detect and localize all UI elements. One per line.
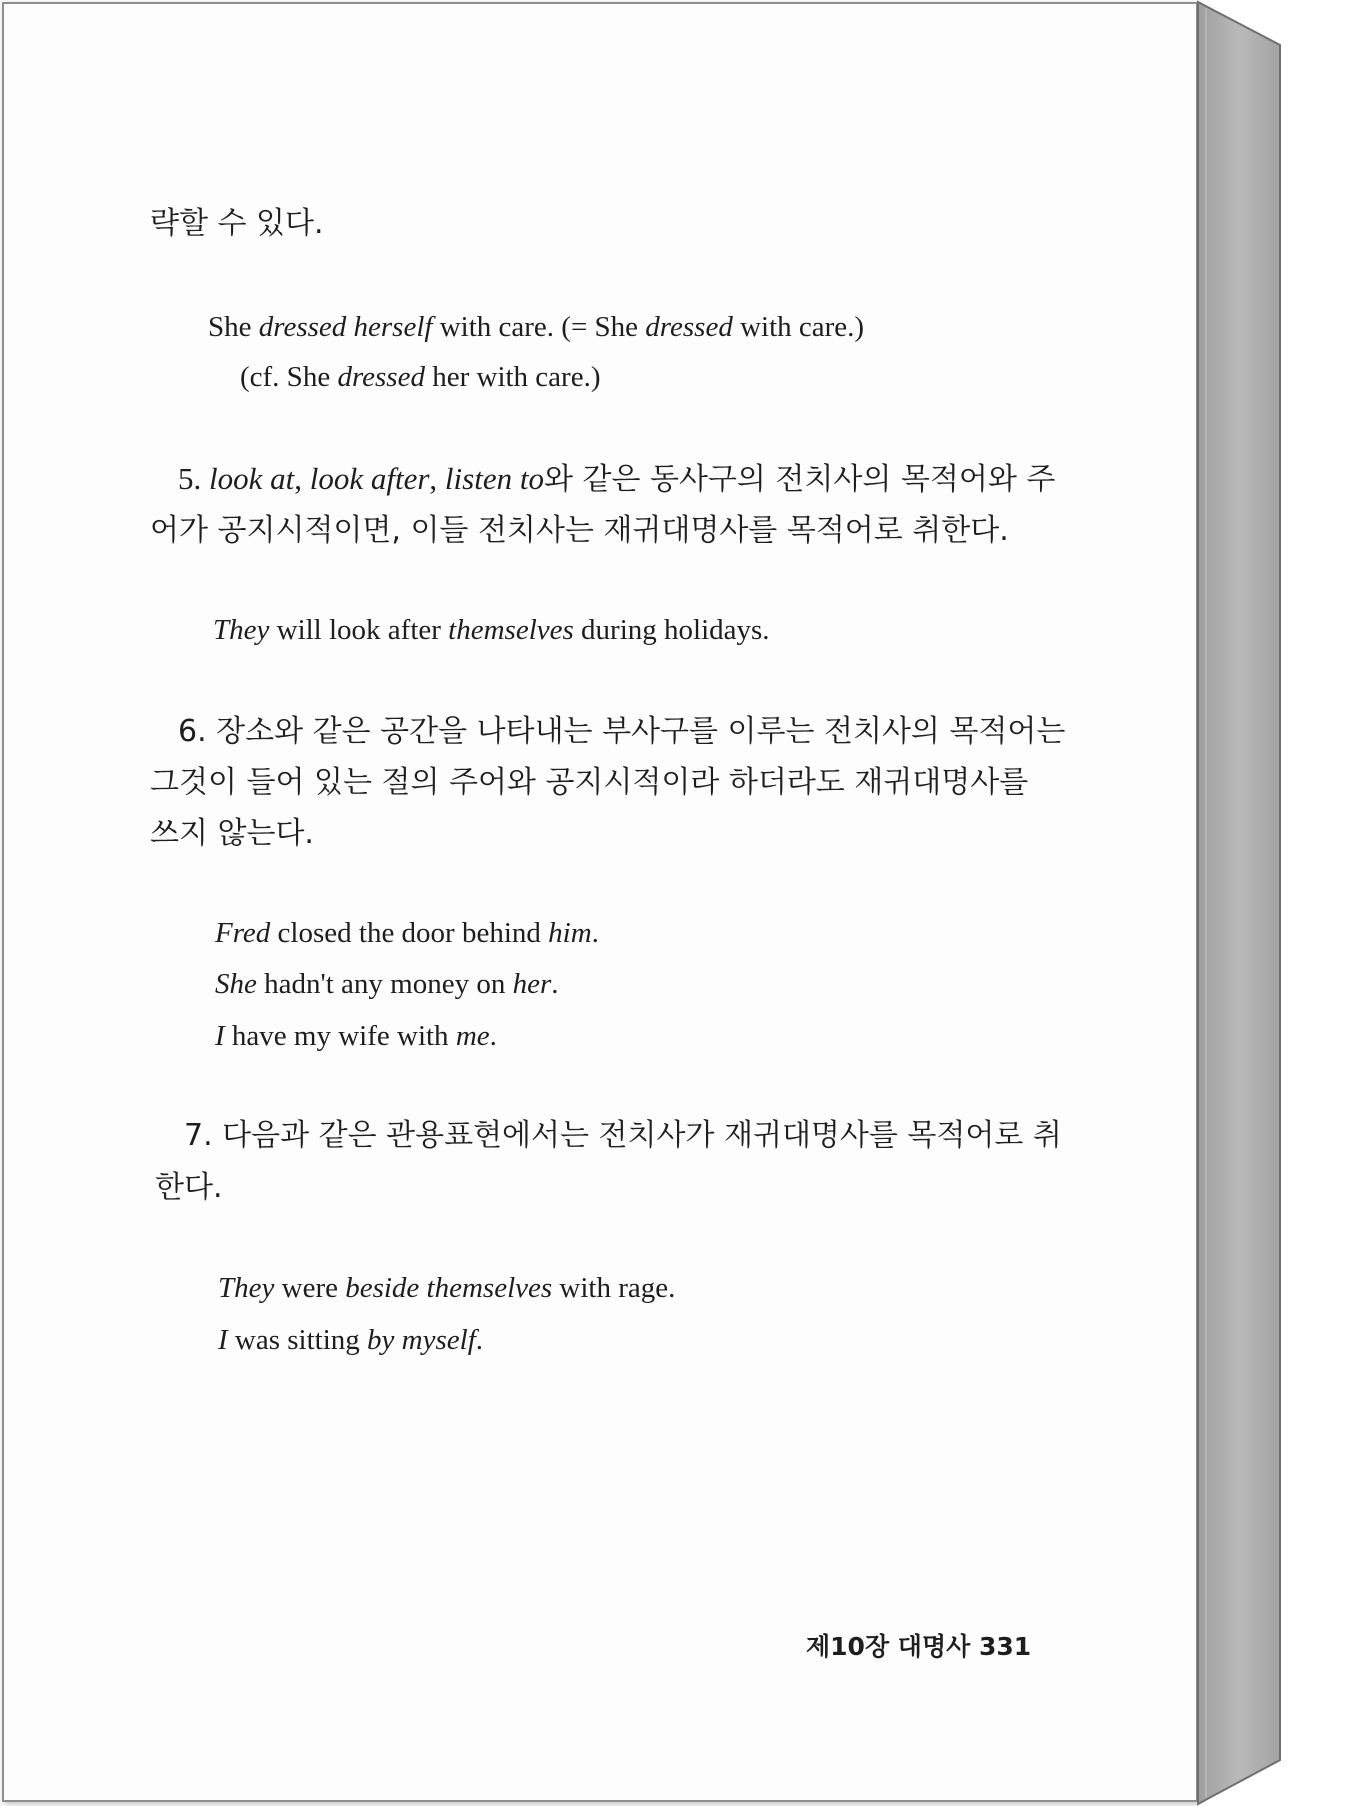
rule-7-line-1: 7. 다음과 같은 관용표현에서는 전치사가 재귀대명사를 목적어로 취 [184,1118,1062,1153]
rule-5-line-1: 5. look at, look after, listen to와 같은 동사구의 전치사의 목적어와 주 [178,461,1056,497]
continuation-line: 략할 수 있다. [150,206,324,241]
example-sentence: She dressed herself with care. (= She dressed with care.) [208,311,865,343]
rule-6-line-1: 6. 장소와 같은 공간을 나타내는 부사구를 이루는 전치사의 목적어는 [178,714,1066,749]
example-sentence-cf: (cf. She dressed her with care.) [240,361,601,393]
example-sentence: I have my wife with me. [215,1020,497,1052]
rule-6-line-3: 쓰지 않는다. [150,816,314,851]
rule-5-line-2: 어가 공지시적이면, 이들 전치사는 재귀대명사를 목적어로 취한다. [150,513,1009,548]
example-sentence: They were beside themselves with rage. [218,1272,676,1304]
example-sentence: I was sitting by myself. [218,1324,484,1356]
running-footer: 제10장 대명사 331 [806,1632,1032,1661]
rule-6-line-2: 그것이 들어 있는 절의 주어와 공지시적이라 하더라도 재귀대명사를 [150,765,1029,800]
example-sentence: They will look after themselves during holidays. [213,614,770,646]
example-sentence: She hadn't any money on her. [215,968,559,1000]
example-sentence: Fred closed the door behind him. [215,917,599,949]
rule-7-line-2: 한다. [155,1170,223,1205]
